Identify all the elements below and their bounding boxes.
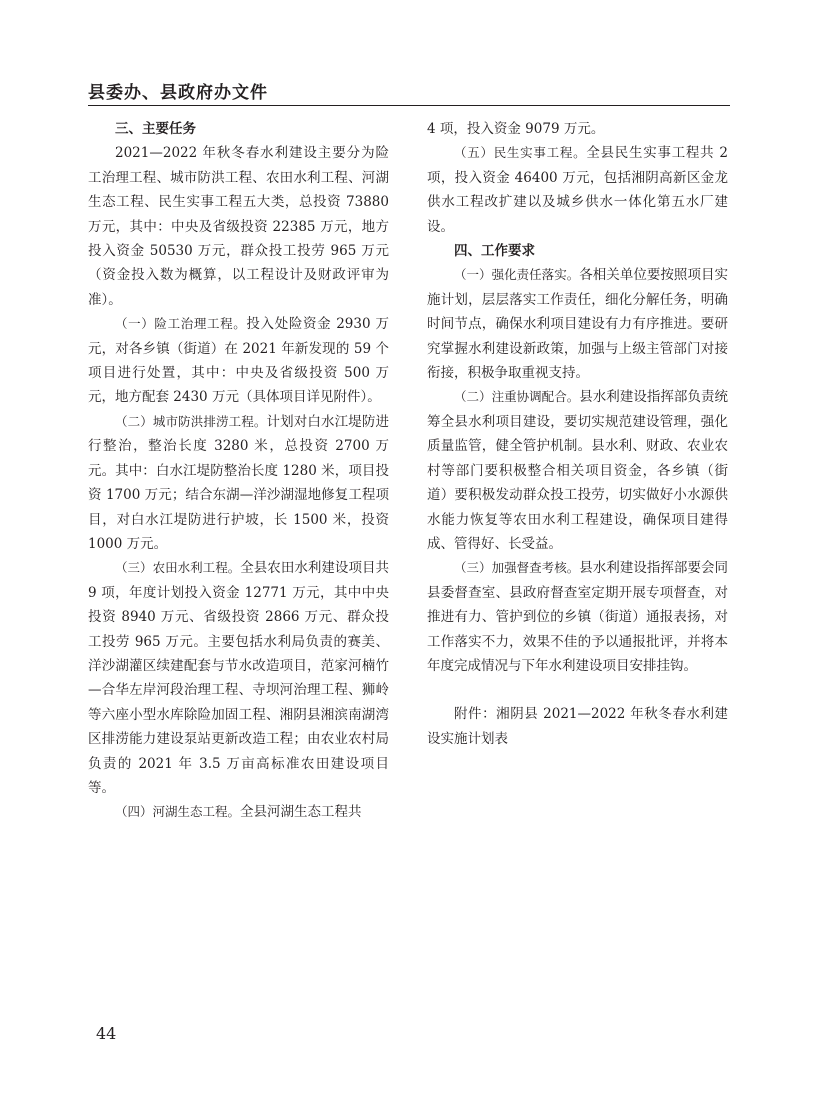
paragraph-coordination <box>427 385 728 556</box>
subheading-coordination: （二）注重协调配合。 <box>454 389 580 405</box>
paragraph-coordination-text: 县水利建设指挥部负责统筹全县水利项目建设，要切实规范建设管理，强化质量监管，健全管护机制。县水利、财政、农业农村等部门要积极整合相关项目资金，各乡镇（街道）要积极发动群众投工投劳，切实做好小水源供水能力恢复等农田水利工程建设，确保项目建得成、管得好、长受益。 <box>427 389 728 552</box>
paragraph-risk-control <box>88 312 389 410</box>
subheading-ecology: （四）河湖生态工程。 <box>115 804 241 820</box>
paragraph-livelihood <box>427 141 728 239</box>
paragraph-supervision <box>427 556 728 678</box>
attachment-note: 附件：湘阴县 2021—2022 年秋冬春水利建设实施计划表 <box>427 706 728 747</box>
right-column <box>427 117 728 751</box>
header-rule <box>88 105 730 106</box>
subheading-risk-control: （一）险工治理工程。 <box>115 316 247 332</box>
paragraph-flood-control-text: 计划对白水江堤防进行整治，整治长度 3280 米，总投资 2700 万元。其中：白水江堤防整治长度 1280 米，项目投资 1700 万元；结合东湖—洋沙湖湿地修复工程项目，对白水江堤防进行护坡，长 1500 米，投资 1000 万元。 <box>88 413 389 552</box>
subheading-livelihood: （五）民生实事工程。 <box>454 145 587 161</box>
paragraph-flood-control <box>88 410 389 556</box>
paragraph-ecology-text: 全县河湖生态工程共 <box>240 804 362 821</box>
paragraph-ecology-continued: 4 项，投入资金 9079 万元。 <box>427 121 605 137</box>
paragraph-ecology <box>88 800 389 824</box>
paragraph-supervision-text: 县水利建设指挥部要会同县委督查室、县政府督查室定期开展专项督查，对推进有力、管护到位的乡镇（街道）通报表扬，对工作落实不力，效果不佳的予以通报批评，并将本年度完成情况与下年水利建设项目安排挂钩。 <box>427 560 728 674</box>
paragraph-responsibility <box>427 263 728 385</box>
spacer <box>427 678 728 702</box>
paragraph-farmland <box>88 556 389 800</box>
paragraph-risk-control-text: 投入处险资金 2930 万元，对各乡镇（街道）在 2021 年新发现的 59 个项目进行处置，其中：中央及省级投资 500 万元，地方配套 2430 万元（具体项目详见附件）。 <box>88 316 389 406</box>
paragraph-livelihood-text: 全县民生实事工程共 2 项，投入资金 46400 万元，包括湘阴高新区金龙供水工程改扩建以及城乡供水一体化第五水厂建设。 <box>427 145 728 235</box>
paragraph-responsibility-text: 各相关单位要按照项目实施计划，层层落实工作责任，细化分解任务，明确时间节点，确保水利项目建设有力有序推进。要研究掌握水利建设新政策，加强与上级主管部门对接衔接，积极争取重视支持。 <box>427 267 728 382</box>
page-number: 44 <box>96 1024 117 1043</box>
paragraph-farmland-text: 全县农田水利建设项目共 9 项，年度计划投入资金 12771 万元，其中中央投资 8940 万元、省级投资 2866 万元、群众投工投劳 965 万元。主要包括水利局负责的赛美、洋沙湖灌区续建配套与节水改造项目，范家河楠竹—合华左岸河段治理工程、寺坝河治理工程、狮岭等六座小型水库除险加固工程、湘阴县湘滨南湖湾区排涝能力建设泵站更新改造工程；由农业农村局负责的 2021 年 3.5 万亩高标准农田建设项目等。 <box>88 560 389 796</box>
subheading-flood-control: （二）城市防洪排涝工程。 <box>115 413 267 429</box>
section-heading-requirements: 四、工作要求 <box>454 243 535 260</box>
subheading-supervision: （三）加强督查考核。 <box>454 560 580 576</box>
paragraph-overview: 2021—2022 年秋冬春水利建设主要分为险工治理工程、城市防洪工程、农田水利工程、河湖生态工程、民生实事工程五大类，总投资 73880 万元，其中：中央及省级投资 22385 万元，地方投入资金 50530 万元，群众投工投劳 965 万元（资金投入数为概算，以工程设计及财政评审为准）。 <box>88 145 389 308</box>
subheading-farmland: （三）农田水利工程。 <box>115 560 241 576</box>
section-heading-tasks: 三、主要任务 <box>115 121 196 137</box>
subheading-responsibility: （一）强化责任落实。 <box>454 267 580 283</box>
left-column <box>88 117 389 825</box>
document-header: 县委办、县政府办文件 <box>88 83 268 103</box>
